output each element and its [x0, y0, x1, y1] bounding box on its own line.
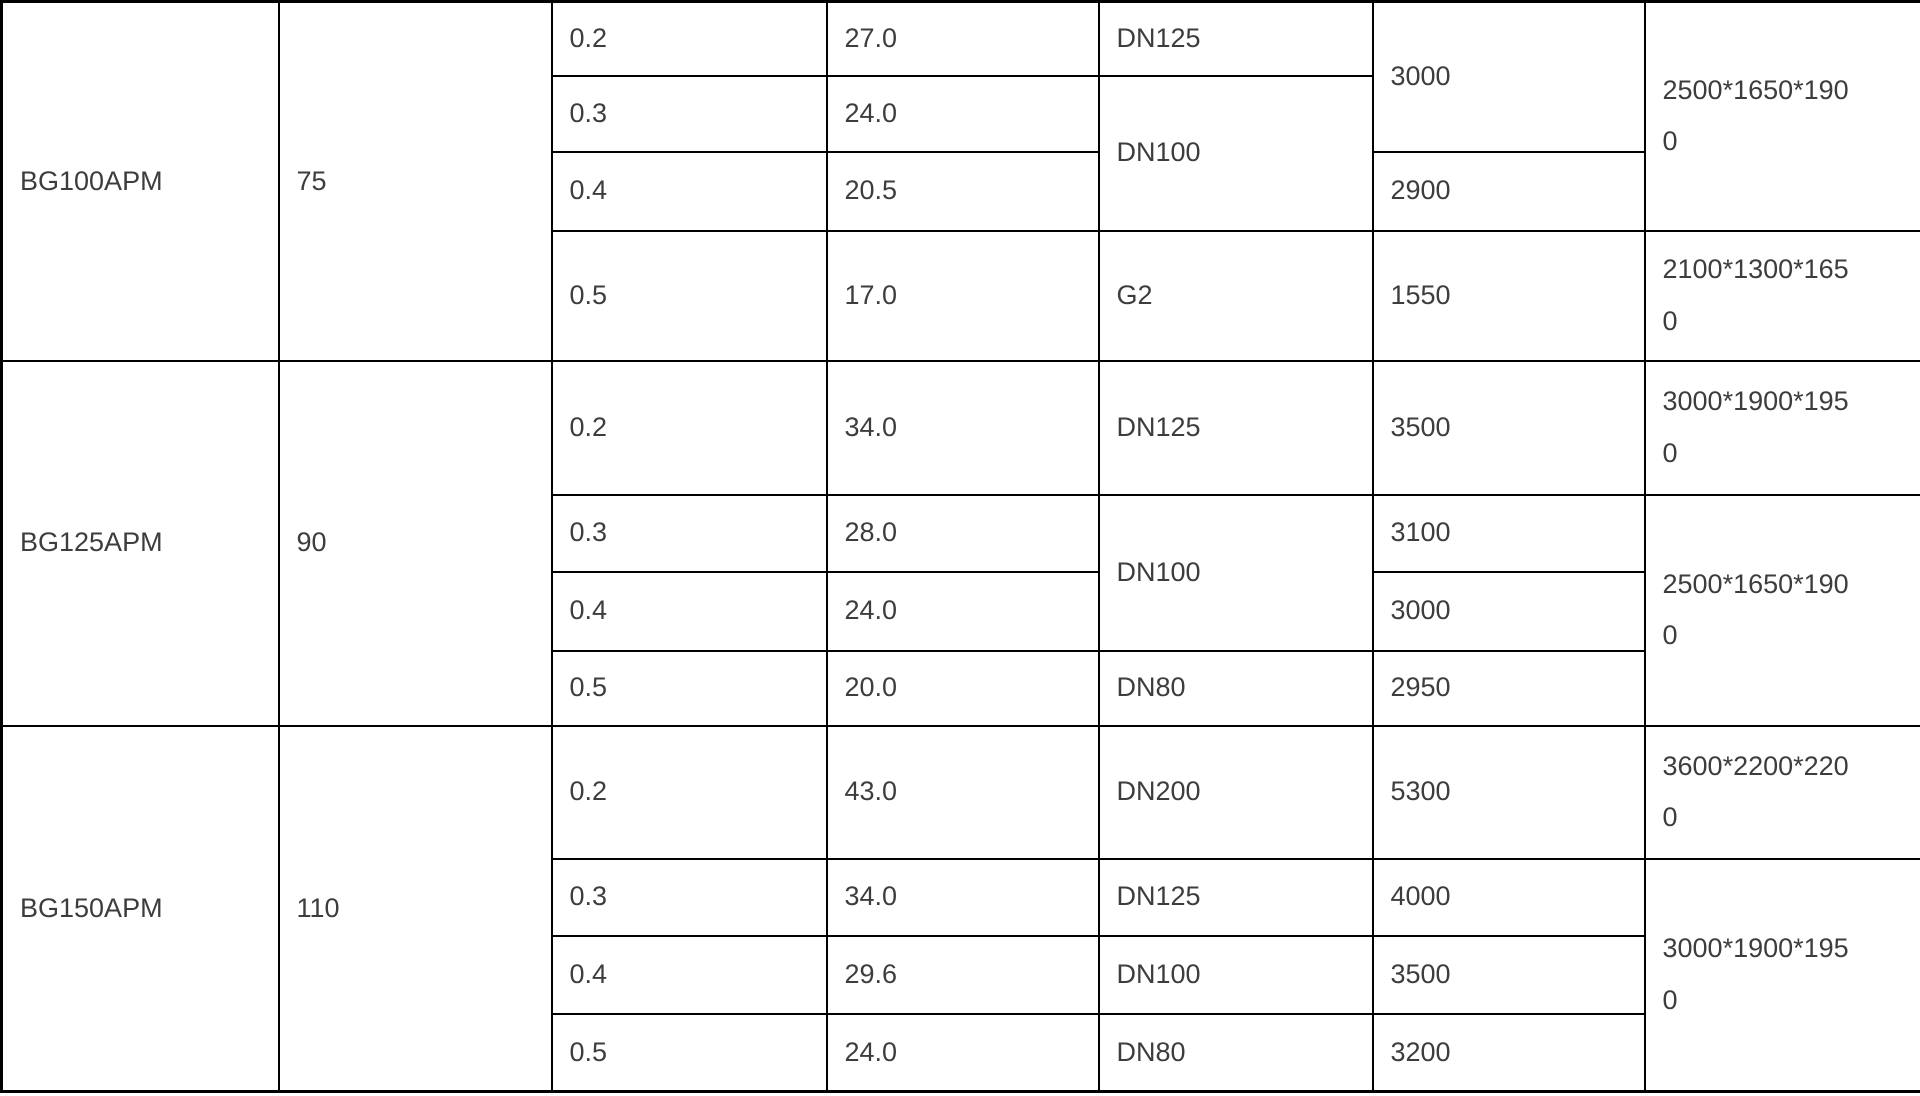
pressure-cell: 0.4 — [552, 936, 827, 1014]
flow-cell: 34.0 — [827, 361, 1099, 495]
dimensions-text: 2500*1650*1900 — [1662, 74, 1849, 157]
dimensions-cell — [1645, 726, 1920, 859]
pressure-cell: 0.5 — [552, 651, 827, 726]
port-cell: G2 — [1099, 231, 1373, 361]
flow-cell: 20.0 — [827, 651, 1099, 726]
pressure-cell: 0.3 — [552, 859, 827, 936]
weight-cell: 5300 — [1373, 726, 1645, 859]
port-cell: DN125 — [1099, 859, 1373, 936]
dimensions-cell — [1645, 495, 1920, 726]
power-cell: 110 — [279, 726, 552, 1092]
weight-cell: 3200 — [1373, 1014, 1645, 1092]
flow-cell: 24.0 — [827, 572, 1099, 651]
model-cell: BG125APM — [2, 361, 279, 726]
port-cell: DN80 — [1099, 651, 1373, 726]
dimensions-text: 3000*1900*1950 — [1662, 933, 1849, 1015]
power-cell: 90 — [279, 361, 552, 726]
pressure-cell: 0.2 — [552, 2, 827, 76]
weight-cell: 2950 — [1373, 651, 1645, 726]
flow-cell: 27.0 — [827, 2, 1099, 76]
power-cell: 75 — [279, 2, 552, 361]
dimensions-cell — [1645, 859, 1920, 1092]
table-row — [2, 726, 1920, 859]
weight-cell: 1550 — [1373, 231, 1645, 361]
pressure-cell: 0.3 — [552, 495, 827, 572]
pressure-cell: 0.5 — [552, 1014, 827, 1092]
port-cell: DN100 — [1099, 936, 1373, 1014]
port-cell: DN80 — [1099, 1014, 1373, 1092]
dimensions-text: 2100*1300*1650 — [1662, 254, 1849, 336]
port-cell: DN100 — [1099, 495, 1373, 651]
weight-cell: 3500 — [1373, 361, 1645, 495]
table-row — [2, 361, 1920, 495]
weight-cell: 2900 — [1373, 152, 1645, 231]
pressure-cell: 0.3 — [552, 76, 827, 152]
pressure-cell: 0.2 — [552, 361, 827, 495]
flow-cell: 20.5 — [827, 152, 1099, 231]
weight-cell: 3100 — [1373, 495, 1645, 572]
flow-cell: 17.0 — [827, 231, 1099, 361]
flow-cell: 28.0 — [827, 495, 1099, 572]
dimensions-text: 3000*1900*1950 — [1662, 386, 1849, 468]
port-cell: DN100 — [1099, 76, 1373, 231]
dimensions-text: 3600*2200*2200 — [1662, 750, 1849, 832]
table-row — [2, 2, 1920, 76]
dimensions-cell — [1645, 2, 1920, 231]
port-cell: DN125 — [1099, 2, 1373, 76]
weight-cell: 3000 — [1373, 2, 1645, 152]
weight-cell: 4000 — [1373, 859, 1645, 936]
flow-cell: 24.0 — [827, 1014, 1099, 1092]
flow-cell: 43.0 — [827, 726, 1099, 859]
flow-cell: 24.0 — [827, 76, 1099, 152]
dimensions-text: 2500*1650*1900 — [1662, 568, 1849, 650]
flow-cell: 29.6 — [827, 936, 1099, 1014]
weight-cell: 3000 — [1373, 572, 1645, 651]
model-cell: BG100APM — [2, 2, 279, 361]
pressure-cell: 0.4 — [552, 152, 827, 231]
model-cell: BG150APM — [2, 726, 279, 1092]
dimensions-cell — [1645, 231, 1920, 361]
pressure-cell: 0.2 — [552, 726, 827, 859]
pressure-cell: 0.5 — [552, 231, 827, 361]
pressure-cell: 0.4 — [552, 572, 827, 651]
weight-cell: 3500 — [1373, 936, 1645, 1014]
port-cell: DN125 — [1099, 361, 1373, 495]
port-cell: DN200 — [1099, 726, 1373, 859]
flow-cell: 34.0 — [827, 859, 1099, 936]
dimensions-cell — [1645, 361, 1920, 495]
